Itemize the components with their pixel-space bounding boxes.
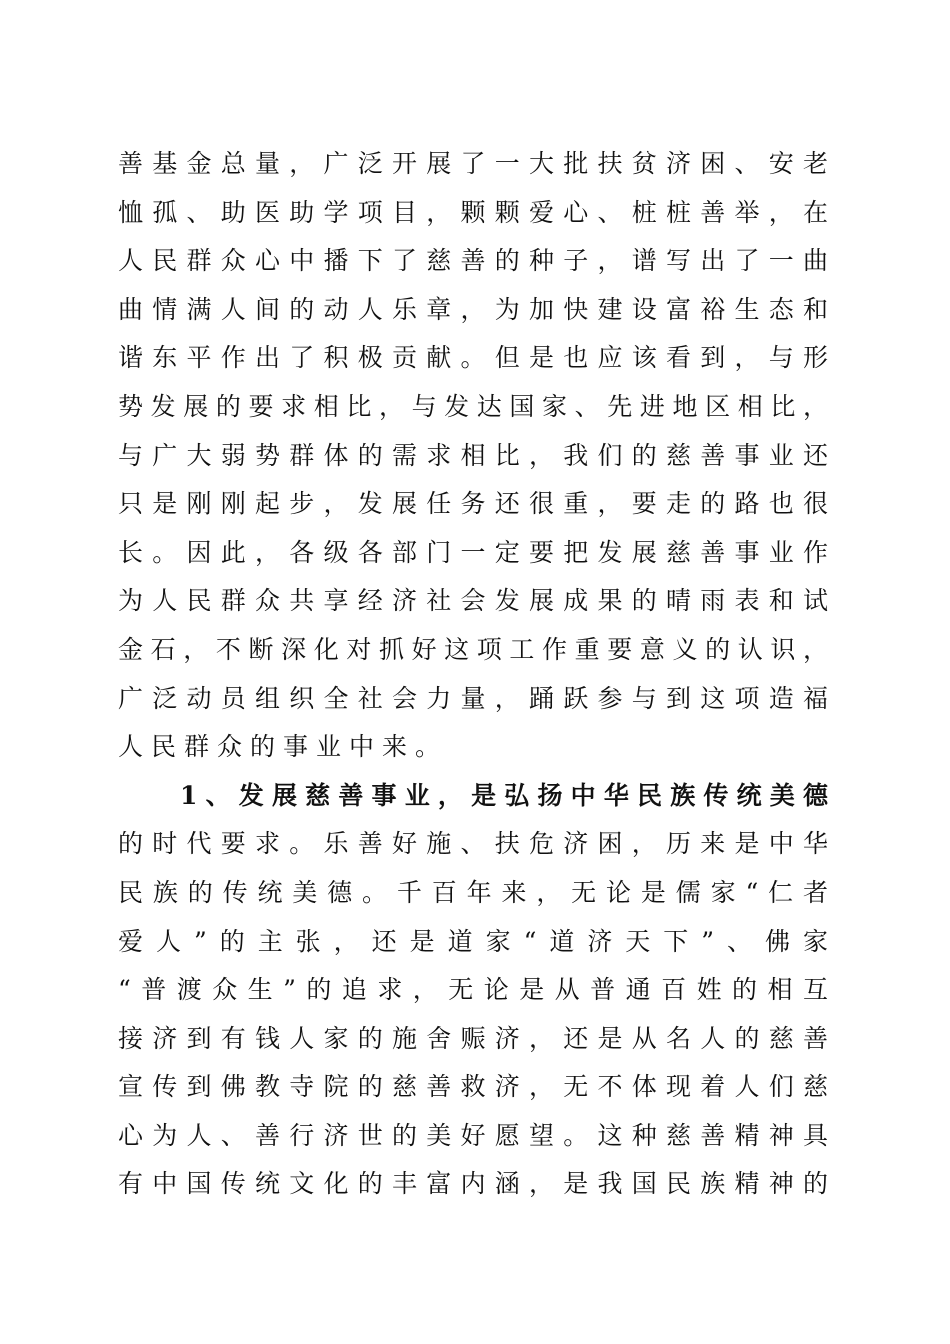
text-line: 爱人”的主张，还是道家“道济天下”、佛家 (118, 926, 828, 956)
text-line: 的时代要求。乐善好施、扶危济困，历来是中华 (118, 829, 828, 859)
text-line: 善基金总量，广泛开展了一大批扶贫济困、安老 (118, 149, 828, 178)
text-line: 人民群众心中播下了慈善的种子，谱写出了一曲 (118, 246, 828, 276)
text-line: 接济到有钱人家的施舍赈济，还是从名人的慈善 (118, 1023, 828, 1053)
text-line: 人民群众的事业中来。 (118, 732, 449, 762)
section-heading: 1、发展慈善事业，是弘扬中华民族传统美德 (180, 780, 828, 810)
paragraph-2 (118, 772, 838, 1209)
text-line: 与广大弱势群体的需求相比，我们的慈善事业还 (118, 440, 828, 470)
text-line: 金石，不断深化对抓好这项工作重要意义的认识， (118, 634, 828, 664)
text-line: 宣传到佛教寺院的慈善救济，无不体现着人们慈 (118, 1072, 828, 1102)
text-line: 只是刚刚起步，发展任务还很重，要走的路也很 (118, 489, 828, 519)
text-line: 心为人、善行济世的美好愿望。这种慈善精神具 (118, 1120, 828, 1150)
text-line: 恤孤、助医助学项目，颗颗爱心、桩桩善举，在 (118, 197, 828, 227)
text-line: 曲情满人间的动人乐章，为加快建设富裕生态和 (118, 294, 828, 324)
text-line: 为人民群众共享经济社会发展成果的晴雨表和试 (118, 586, 828, 616)
text-line: 有中国传统文化的丰富内涵，是我国民族精神的 (118, 1169, 828, 1199)
text-line: 长。因此，各级各部门一定要把发展慈善事业作 (118, 537, 828, 567)
text-line: “普渡众生”的追求，无论是从普通百姓的相互 (118, 975, 828, 1005)
paragraph-1 (118, 140, 838, 772)
text-line: 民族的传统美德。千百年来，无论是儒家“仁者 (118, 877, 828, 907)
body-text (118, 140, 838, 1209)
text-line: 谐东平作出了积极贡献。但是也应该看到，与形 (118, 343, 828, 373)
text-line: 势发展的要求相比，与发达国家、先进地区相比， (118, 391, 828, 421)
text-line: 广泛动员组织全社会力量，踊跃参与到这项造福 (118, 683, 828, 713)
